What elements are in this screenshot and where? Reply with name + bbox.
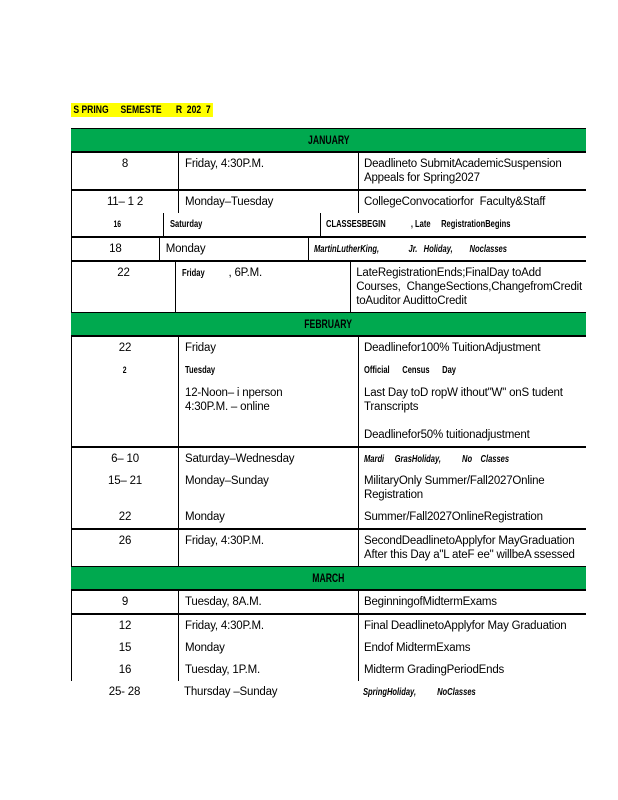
month-name-label: JANUARY (307, 133, 350, 147)
text-line (72, 217, 163, 232)
text-segment: toAuditor AudittoCredit (356, 295, 467, 307)
text-line (364, 663, 582, 677)
date-cell (72, 506, 179, 528)
text-line (184, 685, 354, 699)
date-cell (72, 191, 179, 213)
text-segment: 22 (117, 267, 130, 279)
semester-title-highlighted: S PRING SEMESTE R 202 7 (71, 103, 213, 117)
text-line (185, 474, 354, 488)
month-header-january (71, 128, 586, 153)
text-segment: Official Census Day (364, 364, 457, 376)
text-line (364, 534, 582, 548)
text-line (72, 510, 178, 524)
event-cell (321, 213, 586, 236)
calendar-row (71, 470, 586, 506)
text-line (364, 171, 582, 185)
text-segment: Friday (185, 342, 216, 354)
text-line (72, 595, 178, 609)
text-segment: SecondDeadlinetoApplyfor MayGraduation (364, 535, 575, 547)
date-cell (72, 359, 179, 382)
text-line (185, 595, 354, 609)
calendar-row (71, 506, 586, 530)
date-cell (72, 448, 179, 470)
text-segment: MilitaryOnly Summer/Fall2027Online (364, 475, 545, 487)
text-line (72, 195, 178, 209)
text-line (185, 619, 354, 633)
text-line (72, 341, 178, 355)
calendar-row (71, 262, 586, 312)
text-segment: MartinLutherKing, Jr. Holiday, Noclasses (313, 243, 507, 255)
text-line (314, 242, 582, 256)
text-segment: Summer/Fall2027OnlineRegistration (364, 511, 543, 523)
text-line (364, 595, 582, 609)
text-segment: 11– 1 2 (106, 196, 144, 208)
text-line (364, 157, 582, 171)
text-segment: Monday (185, 642, 225, 654)
text-line (72, 363, 178, 378)
text-segment: Thursday –Sunday (184, 686, 278, 698)
text-line (185, 386, 354, 400)
date-cell (72, 470, 179, 506)
day-cell (179, 530, 359, 566)
text-segment: Deadlineto SubmitAcademicSuspension (364, 158, 562, 170)
text-line (185, 641, 354, 655)
text-segment: Midterm GradingPeriodEnds (364, 664, 505, 676)
text-line (364, 452, 582, 466)
text-line (72, 641, 178, 655)
text-segment: SpringHoliday, NoClasses (363, 686, 476, 698)
event-cell (359, 359, 586, 382)
text-line (71, 685, 178, 699)
text-segment: 6– 10 (111, 453, 139, 465)
text-segment: 16 (113, 219, 122, 230)
text-segment: 12 (118, 620, 132, 632)
text-line (364, 400, 582, 414)
text-segment: Tuesday, 1P.M. (185, 664, 260, 676)
text-line (185, 534, 354, 548)
text-segment: Friday, 4:30P.M. (185, 620, 264, 632)
text-line (185, 510, 354, 524)
text-line (356, 266, 582, 280)
text-line (72, 452, 178, 466)
text-line (72, 266, 175, 280)
date-cell (72, 659, 179, 681)
text-line (182, 266, 346, 280)
text-line (185, 195, 354, 209)
text-segment: 8 (121, 158, 129, 170)
text-segment: Friday, 4:30P.M. (185, 158, 264, 170)
text-segment: 26 (118, 535, 132, 547)
day-cell (179, 637, 359, 659)
date-cell (72, 213, 164, 236)
text-line (364, 341, 582, 355)
date-cell (72, 637, 179, 659)
text-segment: LateRegistrationEnds;FinalDay toAdd (356, 267, 542, 279)
day-cell (178, 681, 358, 703)
month-name-label: FEBRUARY (304, 317, 353, 331)
text-segment: Monday (165, 243, 206, 255)
text-segment: Monday–Sunday (185, 475, 269, 487)
event-cell (359, 615, 586, 637)
date-cell (72, 337, 179, 359)
text-line (185, 663, 354, 677)
month-name-label: MARCH (312, 571, 345, 585)
event-cell (359, 337, 586, 359)
text-line (72, 157, 178, 171)
calendar-row (71, 359, 586, 382)
day-cell (179, 615, 359, 637)
day-cell (176, 262, 351, 312)
text-line (185, 341, 354, 355)
text-line (356, 280, 582, 294)
date-cell (72, 382, 179, 446)
day-cell (179, 470, 359, 506)
calendar-row (71, 191, 586, 213)
month-header-march (71, 566, 586, 591)
text-segment: 15– 21 (108, 475, 142, 487)
text-segment: BeginningofMidtermExams (364, 596, 497, 608)
text-line (185, 400, 354, 414)
date-cell (72, 591, 179, 613)
calendar-row (71, 591, 586, 615)
text-line (356, 294, 582, 308)
text-segment: Friday (182, 267, 205, 279)
day-cell (179, 359, 359, 382)
document-title (71, 100, 253, 118)
event-cell (359, 470, 586, 506)
day-cell (179, 448, 359, 470)
text-segment: Friday, 4:30P.M. (185, 535, 264, 547)
text-segment: Deadlinefor50% tuitionadjustment (364, 429, 530, 441)
text-segment: 12-Noon– i nperson (185, 387, 283, 399)
calendar-row (71, 382, 586, 448)
text-line (72, 663, 178, 677)
text-line (364, 641, 582, 655)
text-segment: 16 (118, 664, 132, 676)
text-segment: Final DeadlinetoApplyfor May Graduation (364, 620, 567, 632)
text-line (364, 474, 582, 488)
text-segment: 25- 28 (108, 686, 141, 698)
calendar-row (71, 448, 586, 470)
text-segment: , 6P.M. (213, 267, 263, 279)
calendar-row (71, 337, 586, 359)
text-segment: Tuesday (185, 364, 216, 376)
event-cell (359, 191, 586, 213)
text-line (364, 428, 582, 442)
text-segment: Monday–Tuesday (185, 196, 274, 208)
text-line (363, 685, 582, 699)
text-segment: CollegeConvocatiorfor Faculty&Staff (364, 196, 546, 208)
day-cell (179, 191, 359, 213)
text-line (364, 363, 582, 377)
calendar-row (71, 637, 586, 659)
text-segment: 4:30P.M. – online (185, 401, 270, 413)
text-line (326, 217, 582, 231)
text-line (364, 619, 582, 633)
day-cell (179, 153, 359, 189)
text-line (185, 363, 354, 377)
text-line (364, 414, 582, 428)
text-line (166, 242, 304, 256)
text-segment: Tuesday, 8A.M. (185, 596, 262, 608)
date-cell (72, 153, 179, 189)
event-cell (359, 530, 586, 566)
text-segment: Registration (364, 489, 423, 501)
text-segment: Endof MidtermExams (364, 642, 471, 654)
event-cell (359, 506, 586, 528)
text-line (185, 157, 354, 171)
text-line (72, 474, 178, 488)
event-cell (359, 591, 586, 613)
day-cell (179, 382, 359, 446)
event-cell (351, 262, 586, 312)
text-segment: 18 (109, 243, 122, 255)
text-line (364, 510, 582, 524)
calendar-row (71, 213, 586, 238)
text-segment: Transcripts (364, 401, 419, 413)
date-cell (72, 262, 176, 312)
text-segment: Saturday (170, 218, 203, 230)
text-line (72, 242, 159, 256)
date-cell (71, 681, 178, 703)
text-line (72, 619, 178, 633)
text-segment: 22 (118, 511, 132, 523)
date-cell (72, 238, 160, 260)
event-cell (359, 382, 586, 446)
event-cell (359, 448, 586, 470)
event-cell (359, 153, 586, 189)
text-segment: Courses, ChangeSections,ChangefromCredit (356, 281, 582, 293)
day-cell (179, 591, 359, 613)
text-segment: After this Day a"L ateF ee" willbeA ssessed (364, 549, 575, 561)
text-line (364, 195, 582, 209)
day-cell (160, 238, 309, 260)
text-line (185, 452, 354, 466)
text-line (72, 534, 178, 548)
text-segment: Appeals for Spring2027 (364, 172, 480, 184)
calendar-row (71, 238, 586, 262)
calendar-row (71, 659, 586, 681)
calendar-row (71, 153, 586, 191)
text-line (364, 386, 582, 400)
text-segment: 2 (123, 365, 127, 376)
text-segment: Mardi GrasHoliday, No Classes (364, 453, 510, 465)
text-segment: 15 (118, 642, 132, 654)
calendar-row (71, 530, 586, 566)
day-cell (179, 659, 359, 681)
date-cell (72, 615, 179, 637)
event-cell (359, 659, 586, 681)
date-cell (72, 530, 179, 566)
event-cell (309, 238, 586, 260)
day-cell (179, 337, 359, 359)
text-line (364, 488, 582, 502)
text-segment: CLASSESBEGIN , Late RegistrationBegins (325, 218, 511, 230)
day-cell (164, 213, 321, 236)
month-header-february (71, 312, 586, 337)
calendar-row (71, 681, 586, 703)
text-segment: 22 (118, 342, 132, 354)
day-cell (179, 506, 359, 528)
event-cell (358, 681, 586, 703)
text-segment: 9 (121, 596, 129, 608)
text-line (170, 217, 316, 231)
calendar-row (71, 615, 586, 637)
text-line (364, 548, 582, 562)
text-segment: Deadlinefor100% TuitionAdjustment (364, 342, 541, 354)
text-segment: Last Day toD ropW ithout"W" onS tudent (364, 387, 563, 399)
event-cell (359, 637, 586, 659)
text-segment: Saturday–Wednesday (185, 453, 295, 465)
text-segment: Monday (185, 511, 225, 523)
calendar-table (71, 128, 586, 703)
